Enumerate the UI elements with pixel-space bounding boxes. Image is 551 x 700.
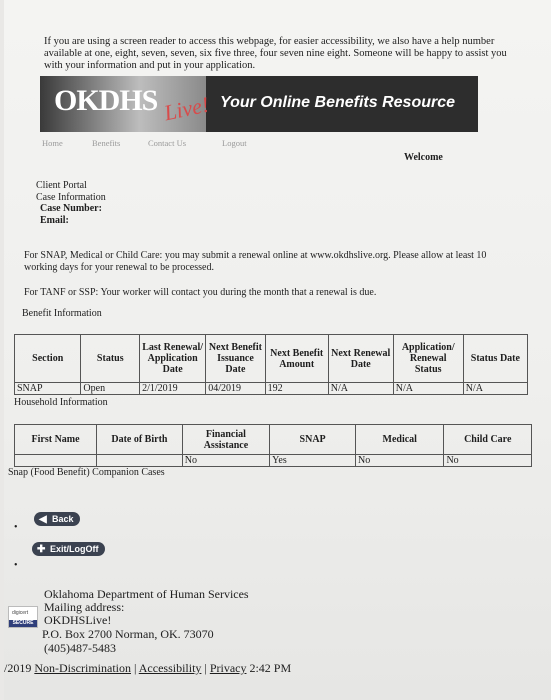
tanf-note: For TANF or SSP: Your worker will contact you during the month that a renewal is due. [24, 287, 377, 298]
col-status-date: Status Date [463, 335, 527, 383]
bullet-dot: • [14, 522, 18, 533]
header-banner [40, 76, 478, 132]
nav-logout-link[interactable]: Logout [222, 138, 247, 148]
col-first-name: First Name [15, 425, 97, 455]
footer-separator: | [204, 661, 207, 675]
household-information-label: Household Information [14, 397, 108, 408]
household-table [14, 424, 532, 467]
back-button[interactable] [34, 512, 80, 526]
table-row [15, 383, 528, 395]
benefit-table-header-row [15, 335, 528, 383]
nav-contact-link[interactable]: Contact Us [148, 138, 187, 148]
back-arrow-icon: ◀ [39, 514, 47, 525]
col-application-status: Application/ Renewal Status [393, 335, 463, 383]
accessibility-link[interactable]: Accessibility [138, 661, 202, 675]
cell-financial-assistance: No [182, 455, 269, 467]
footer-mailing-label: Mailing address: [44, 600, 125, 614]
cell-status: Open [81, 383, 140, 395]
col-next-amount: Next Benefit Amount [265, 335, 328, 383]
col-next-renewal: Next Renewal Date [328, 335, 393, 383]
cell-snap: Yes [270, 455, 356, 467]
case-info-block [36, 180, 106, 226]
cell-application-status: N/A [393, 383, 463, 395]
okdhs-logo[interactable]: OKDHS [54, 84, 158, 117]
cell-child-care: No [444, 455, 532, 467]
case-information-label: Case Information [36, 191, 106, 203]
cell-section: SNAP [15, 383, 81, 395]
cell-next-amount: 192 [265, 383, 328, 395]
footer-po-box: P.O. Box 2700 Norman, OK. 73070 [42, 627, 214, 641]
seal-line2: SECURE [9, 620, 37, 627]
benefit-table [14, 334, 528, 395]
cell-date-of-birth [97, 455, 183, 467]
household-table-header-row [15, 425, 532, 455]
case-number-label: Case Number: [40, 203, 102, 214]
footer-org: Oklahoma Department of Human Services [44, 587, 249, 601]
client-portal-label: Client Portal [36, 180, 87, 191]
footer-org-name: OKDHSLive! [44, 613, 112, 627]
nav-home-link[interactable]: Home [42, 138, 63, 148]
footer-phone: (405)487-5483 [44, 641, 116, 655]
back-button-label: Back [52, 514, 74, 524]
benefit-information-label: Benefit Information [22, 308, 102, 319]
col-financial-assistance: Financial Assistance [182, 425, 269, 455]
seal-line1: digicert [12, 610, 29, 616]
live-logo-script: Live! [161, 91, 212, 126]
col-medical: Medical [356, 425, 444, 455]
welcome-text: Welcome [404, 152, 443, 163]
renewal-note: For SNAP, Medical or Child Care: you may submit a renewal online at www.okdhslive.org. Please allow at least 10 working days for your renewal to be processed. [24, 250, 487, 273]
exit-icon: ✚ [37, 544, 46, 555]
footer-year: /2019 [4, 661, 32, 675]
privacy-link[interactable]: Privacy [209, 661, 247, 675]
footer-links-row [4, 662, 291, 675]
exit-button-label: Exit/LogOff [50, 544, 99, 554]
printed-page [4, 0, 551, 700]
cell-medical: No [356, 455, 444, 467]
nav-benefits-link[interactable]: Benefits [92, 138, 121, 148]
cell-next-issuance: 04/2019 [206, 383, 265, 395]
footer-time: 2:42 PM [249, 661, 292, 675]
table-row [15, 455, 532, 467]
col-snap: SNAP [270, 425, 356, 455]
col-date-of-birth: Date of Birth [97, 425, 183, 455]
cell-last-renewal: 2/1/2019 [140, 383, 206, 395]
col-section: Section [15, 335, 81, 383]
snap-companion-cases-label: Snap (Food Benefit) Companion Cases [8, 467, 165, 478]
col-child-care: Child Care [444, 425, 532, 455]
cell-status-date: N/A [463, 383, 527, 395]
cell-next-renewal: N/A [328, 383, 393, 395]
digicert-secure-seal[interactable] [8, 606, 38, 628]
banner-tagline: Your Online Benefits Resource [220, 94, 456, 111]
cell-first-name [15, 455, 97, 467]
exit-logoff-button[interactable] [32, 542, 105, 556]
col-last-renewal: Last Renewal/ Application Date [140, 335, 206, 383]
col-next-issuance: Next Benefit Issuance Date [206, 335, 265, 383]
accessibility-note: If you are using a screen reader to access this webpage, for easier accessibility, we also have a help number available at one, eight, seven, seven, six five three, four seven nine eight. Someone will be happy to assist you with your information and put in your application. [44, 36, 507, 71]
footer-separator: | [134, 661, 137, 675]
col-status: Status [81, 335, 140, 383]
non-discrimination-link[interactable]: Non-Discrimination [34, 661, 131, 675]
email-label: Email: [40, 214, 69, 226]
bullet-dot: • [14, 560, 18, 571]
